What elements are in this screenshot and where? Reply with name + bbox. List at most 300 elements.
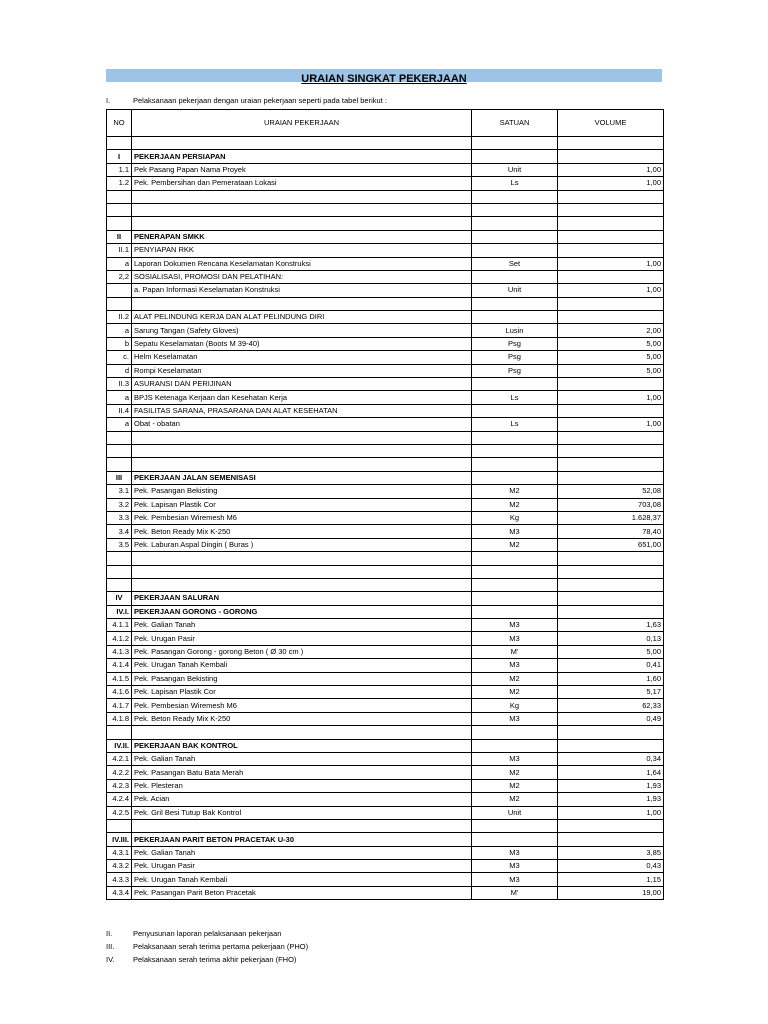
row-volume: 1,00 xyxy=(558,257,664,270)
row-satuan: M3 xyxy=(472,873,558,886)
row-no: 4.3.1 xyxy=(107,846,132,859)
table-row xyxy=(107,391,664,404)
row-volume: 78,40 xyxy=(558,525,664,538)
row-satuan: Unit xyxy=(472,163,558,176)
row-no: a xyxy=(107,324,132,337)
row-no: 4.1.3 xyxy=(107,645,132,658)
row-volume: 1,60 xyxy=(558,672,664,685)
row-satuan: M3 xyxy=(472,659,558,672)
table-row xyxy=(107,203,664,216)
table-row xyxy=(107,418,664,431)
table-row xyxy=(107,632,664,645)
row-no: I xyxy=(107,150,132,163)
row-no xyxy=(107,190,132,203)
row-uraian xyxy=(132,819,472,832)
row-no: b xyxy=(107,337,132,350)
row-volume: 1,64 xyxy=(558,766,664,779)
row-satuan: Kg xyxy=(472,699,558,712)
row-uraian: Pek. Beton Ready Mix K-250 xyxy=(132,525,472,538)
row-no: 4.2.2 xyxy=(107,766,132,779)
row-uraian: Pek. Pembesian Wiremesh M6 xyxy=(132,511,472,524)
row-no: 4.1.7 xyxy=(107,699,132,712)
row-uraian: Pek. Urugan Pasir xyxy=(132,860,472,873)
row-volume xyxy=(558,739,664,752)
table-row xyxy=(107,565,664,578)
row-volume: 0,49 xyxy=(558,712,664,725)
row-uraian: Pek Pasang Papan Nama Proyek xyxy=(132,163,472,176)
row-volume: 52,08 xyxy=(558,485,664,498)
row-uraian: ASURANSI DAN PERIJINAN xyxy=(132,378,472,391)
row-uraian: PENERAPAN SMKK xyxy=(132,230,472,243)
row-uraian: PEKERJAAN PERSIAPAN xyxy=(132,150,472,163)
row-satuan: M2 xyxy=(472,498,558,511)
table-row xyxy=(107,337,664,350)
row-volume: 1.628,37 xyxy=(558,511,664,524)
footer-text: Penyusunan laporan pelaksanaan pekerjaan xyxy=(133,929,282,938)
table-row xyxy=(107,619,664,632)
intro-text: Pelaksanaan pekerjaan dengan uraian pekerjaan seperti pada tabel berikut : xyxy=(133,96,387,105)
row-uraian: Pek. Galian Tanah xyxy=(132,846,472,859)
row-no: 2,2 xyxy=(107,270,132,283)
row-no xyxy=(107,203,132,216)
table-row xyxy=(107,552,664,565)
table-row xyxy=(107,431,664,444)
row-uraian: Pek. Urugan Pasir xyxy=(132,632,472,645)
table-row xyxy=(107,686,664,699)
table-row xyxy=(107,699,664,712)
row-volume: 1,93 xyxy=(558,779,664,792)
row-satuan: M3 xyxy=(472,525,558,538)
row-satuan xyxy=(472,833,558,846)
row-satuan: Unit xyxy=(472,806,558,819)
table-row xyxy=(107,511,664,524)
table-row xyxy=(107,163,664,176)
row-satuan xyxy=(472,203,558,216)
row-no: 4.3.2 xyxy=(107,860,132,873)
row-volume: 5,00 xyxy=(558,351,664,364)
row-satuan xyxy=(472,217,558,230)
row-uraian: BPJS Ketenaga Kerjaan dan Kesehatan Kerja xyxy=(132,391,472,404)
table-row xyxy=(107,605,664,618)
row-satuan: Psg xyxy=(472,351,558,364)
table-row xyxy=(107,284,664,297)
table-row xyxy=(107,485,664,498)
table-row xyxy=(107,886,664,899)
row-no xyxy=(107,552,132,565)
row-satuan xyxy=(472,378,558,391)
row-volume xyxy=(558,244,664,257)
table-row xyxy=(107,578,664,591)
table-row xyxy=(107,458,664,471)
row-no xyxy=(107,284,132,297)
row-satuan xyxy=(472,230,558,243)
row-volume xyxy=(558,203,664,216)
row-satuan: M3 xyxy=(472,752,558,765)
row-uraian: Helm Keselamatan xyxy=(132,351,472,364)
row-satuan: M2 xyxy=(472,538,558,551)
table-row xyxy=(107,364,664,377)
row-no: a xyxy=(107,391,132,404)
row-uraian: SOSIALISASI, PROMOSI DAN PELATIHAN: xyxy=(132,270,472,283)
row-volume: 2,00 xyxy=(558,324,664,337)
row-volume: 1,15 xyxy=(558,873,664,886)
table-row xyxy=(107,659,664,672)
row-uraian: Pek. Pasangan Gorong - gorong Beton ( Ø 30 cm ) xyxy=(132,645,472,658)
row-satuan xyxy=(472,471,558,484)
row-satuan: M2 xyxy=(472,672,558,685)
row-satuan xyxy=(472,565,558,578)
row-no: 4.1.5 xyxy=(107,672,132,685)
row-satuan: M3 xyxy=(472,619,558,632)
table-row xyxy=(107,806,664,819)
row-no: 4.2.1 xyxy=(107,752,132,765)
footer-number: III. xyxy=(106,942,115,951)
row-volume xyxy=(558,578,664,591)
row-volume xyxy=(558,444,664,457)
row-volume xyxy=(558,726,664,739)
table-row xyxy=(107,860,664,873)
row-satuan: M3 xyxy=(472,846,558,859)
row-no: 1.1 xyxy=(107,163,132,176)
row-satuan xyxy=(472,137,558,150)
row-no: 4.1.8 xyxy=(107,712,132,725)
row-satuan xyxy=(472,244,558,257)
row-uraian: Obat - obatan xyxy=(132,418,472,431)
row-no: 4.1.6 xyxy=(107,686,132,699)
row-no: II.2 xyxy=(107,311,132,324)
row-volume: 62,33 xyxy=(558,699,664,712)
row-uraian: Sarung Tangan (Safety Gloves) xyxy=(132,324,472,337)
row-no xyxy=(107,217,132,230)
row-volume: 0,13 xyxy=(558,632,664,645)
row-uraian: Pek. Pasangan Parit Beton Pracetak xyxy=(132,886,472,899)
row-volume xyxy=(558,230,664,243)
row-uraian: Pek. Gril Besi Tutup Bak Kontrol xyxy=(132,806,472,819)
row-satuan: M2 xyxy=(472,766,558,779)
row-satuan: Ls xyxy=(472,418,558,431)
row-no: 3.4 xyxy=(107,525,132,538)
row-uraian: ALAT PELINDUNG KERJA DAN ALAT PELINDUNG DIRI xyxy=(132,311,472,324)
row-no xyxy=(107,726,132,739)
row-volume: 3,85 xyxy=(558,846,664,859)
row-uraian xyxy=(132,137,472,150)
row-uraian: Pek. Laburan Aspal Dingin ( Buras ) xyxy=(132,538,472,551)
row-no: II.1 xyxy=(107,244,132,257)
table-row xyxy=(107,873,664,886)
row-uraian: Sepatu Keselamatan (Boots M 39-40) xyxy=(132,337,472,350)
row-satuan xyxy=(472,297,558,310)
row-no: 4.3.3 xyxy=(107,873,132,886)
table-row xyxy=(107,592,664,605)
row-no: IV.I. xyxy=(107,605,132,618)
row-volume: 19,00 xyxy=(558,886,664,899)
table-row xyxy=(107,137,664,150)
table-row xyxy=(107,270,664,283)
row-uraian: Rompi Keselamatan xyxy=(132,364,472,377)
row-satuan xyxy=(472,819,558,832)
row-no xyxy=(107,458,132,471)
row-uraian xyxy=(132,726,472,739)
row-volume xyxy=(558,565,664,578)
row-uraian: Pek. Pasangan Batu Bata Merah xyxy=(132,766,472,779)
table-row xyxy=(107,230,664,243)
row-no: III xyxy=(107,471,132,484)
row-volume: 651,00 xyxy=(558,538,664,551)
row-uraian: Pek. Plesteran xyxy=(132,779,472,792)
row-volume xyxy=(558,458,664,471)
row-uraian: PEKERJAAN SALURAN xyxy=(132,592,472,605)
row-uraian: PEKERJAAN JALAN SEMENISASI xyxy=(132,471,472,484)
row-no: IV.II. xyxy=(107,739,132,752)
table-row xyxy=(107,846,664,859)
row-no: 4.1.4 xyxy=(107,659,132,672)
table-row xyxy=(107,739,664,752)
row-volume xyxy=(558,150,664,163)
table-row xyxy=(107,726,664,739)
row-no: IV.III. xyxy=(107,833,132,846)
row-uraian xyxy=(132,565,472,578)
row-no: 4.2.4 xyxy=(107,793,132,806)
table-row xyxy=(107,378,664,391)
table-row xyxy=(107,525,664,538)
row-uraian: FASILITAS SARANA, PRASARANA DAN ALAT KESEHATAN xyxy=(132,404,472,417)
table-row xyxy=(107,324,664,337)
row-satuan xyxy=(472,592,558,605)
row-volume: 1,00 xyxy=(558,177,664,190)
table-row xyxy=(107,177,664,190)
table-row xyxy=(107,190,664,203)
row-uraian: Pek. Pasangan Bekisting xyxy=(132,672,472,685)
table-row xyxy=(107,311,664,324)
row-no xyxy=(107,444,132,457)
row-volume: 0,34 xyxy=(558,752,664,765)
row-satuan: Lusin xyxy=(472,324,558,337)
row-satuan xyxy=(472,270,558,283)
row-uraian: Pek. Pembesian Wiremesh M6 xyxy=(132,699,472,712)
row-uraian xyxy=(132,190,472,203)
row-volume: 1,00 xyxy=(558,163,664,176)
row-uraian: Pek. Acian xyxy=(132,793,472,806)
header-no: NO xyxy=(107,110,132,137)
row-volume: 0,41 xyxy=(558,659,664,672)
row-satuan xyxy=(472,431,558,444)
footer-text: Pelaksanaan serah terima pertama pekerjaan (PHO) xyxy=(133,942,309,951)
footer-text: Pelaksanaan serah terima akhir pekerjaan (FHO) xyxy=(133,955,297,964)
row-satuan xyxy=(472,739,558,752)
intro-number: I. xyxy=(106,96,111,105)
title-bar xyxy=(106,69,662,85)
row-no: IV xyxy=(107,592,132,605)
table-row xyxy=(107,297,664,310)
table-header xyxy=(107,110,664,137)
row-uraian xyxy=(132,458,472,471)
table-row xyxy=(107,766,664,779)
row-volume: 1,93 xyxy=(558,793,664,806)
table-row xyxy=(107,793,664,806)
row-no: a xyxy=(107,257,132,270)
row-satuan: Kg xyxy=(472,511,558,524)
table-row xyxy=(107,752,664,765)
row-no xyxy=(107,565,132,578)
table-row xyxy=(107,444,664,457)
table-row xyxy=(107,819,664,832)
row-volume: 5,00 xyxy=(558,337,664,350)
table-row xyxy=(107,645,664,658)
row-no: 3.2 xyxy=(107,498,132,511)
row-no xyxy=(107,578,132,591)
row-satuan xyxy=(472,605,558,618)
row-volume: 1,63 xyxy=(558,619,664,632)
row-no: II.3 xyxy=(107,378,132,391)
row-no: 4.2.5 xyxy=(107,806,132,819)
table-row xyxy=(107,257,664,270)
row-satuan: M' xyxy=(472,886,558,899)
row-no: 1.2 xyxy=(107,177,132,190)
row-satuan: M' xyxy=(472,645,558,658)
row-uraian: PENYIAPAN RKK xyxy=(132,244,472,257)
row-volume: 1,00 xyxy=(558,806,664,819)
footer-number: IV. xyxy=(106,955,115,964)
row-satuan: Ls xyxy=(472,391,558,404)
table-row xyxy=(107,471,664,484)
row-satuan xyxy=(472,404,558,417)
row-uraian: Pek. Pembersihan dan Pemerataan Lokasi xyxy=(132,177,472,190)
row-uraian: PEKERJAAN PARIT BETON PRACETAK U-30 xyxy=(132,833,472,846)
row-volume xyxy=(558,431,664,444)
row-satuan xyxy=(472,552,558,565)
row-satuan: Ls xyxy=(472,177,558,190)
row-no: 3.5 xyxy=(107,538,132,551)
row-no: 3.1 xyxy=(107,485,132,498)
row-satuan xyxy=(472,150,558,163)
row-volume xyxy=(558,605,664,618)
header-satuan: SATUAN xyxy=(472,110,558,137)
row-volume xyxy=(558,404,664,417)
row-uraian: Pek. Beton Ready Mix K-250 xyxy=(132,712,472,725)
row-uraian: Pek. Galian Tanah xyxy=(132,619,472,632)
row-satuan: M3 xyxy=(472,632,558,645)
table-row xyxy=(107,779,664,792)
row-volume: 5,00 xyxy=(558,645,664,658)
row-no xyxy=(107,137,132,150)
row-no: II.4 xyxy=(107,404,132,417)
row-volume: 703,08 xyxy=(558,498,664,511)
row-uraian: Laporan Dokumen Rencana Keselamatan Konstruksi xyxy=(132,257,472,270)
row-volume: 1,00 xyxy=(558,391,664,404)
row-satuan: M3 xyxy=(472,712,558,725)
row-no xyxy=(107,431,132,444)
row-no xyxy=(107,297,132,310)
row-uraian xyxy=(132,431,472,444)
table-row xyxy=(107,538,664,551)
table-row xyxy=(107,244,664,257)
row-volume xyxy=(558,190,664,203)
row-no: 4.1.1 xyxy=(107,619,132,632)
row-uraian xyxy=(132,217,472,230)
row-uraian: Pek. Pasangan Bekisting xyxy=(132,485,472,498)
table-body xyxy=(107,137,664,900)
row-volume: 5,00 xyxy=(558,364,664,377)
row-satuan: Unit xyxy=(472,284,558,297)
row-uraian xyxy=(132,444,472,457)
row-volume xyxy=(558,471,664,484)
header-volume: VOLUME xyxy=(558,110,664,137)
row-uraian xyxy=(132,203,472,216)
row-no: II xyxy=(107,230,132,243)
row-satuan xyxy=(472,726,558,739)
row-satuan xyxy=(472,458,558,471)
row-volume xyxy=(558,137,664,150)
page-title: URAIAN SINGKAT PEKERJAAN xyxy=(301,73,467,85)
row-satuan: Set xyxy=(472,257,558,270)
row-volume xyxy=(558,297,664,310)
table-row xyxy=(107,498,664,511)
table-row xyxy=(107,351,664,364)
row-satuan: M2 xyxy=(472,779,558,792)
row-satuan: M2 xyxy=(472,686,558,699)
table-row xyxy=(107,150,664,163)
row-volume xyxy=(558,819,664,832)
row-volume xyxy=(558,592,664,605)
row-no: 4.2.3 xyxy=(107,779,132,792)
table-row xyxy=(107,833,664,846)
table-row xyxy=(107,217,664,230)
row-uraian: PEKERJAAN GORONG - GORONG xyxy=(132,605,472,618)
row-no: 4.1.2 xyxy=(107,632,132,645)
row-volume xyxy=(558,270,664,283)
row-satuan: M2 xyxy=(472,485,558,498)
row-uraian: Pek. Urugan Tanah Kembali xyxy=(132,873,472,886)
row-uraian: Pek. Lapisan Plastik Cor xyxy=(132,686,472,699)
row-no: 4.3.4 xyxy=(107,886,132,899)
row-volume xyxy=(558,833,664,846)
row-uraian xyxy=(132,552,472,565)
row-uraian xyxy=(132,297,472,310)
row-uraian: Pek. Galian Tanah xyxy=(132,752,472,765)
row-no: 3.3 xyxy=(107,511,132,524)
row-no xyxy=(107,819,132,832)
row-satuan xyxy=(472,190,558,203)
row-no: d xyxy=(107,364,132,377)
row-satuan xyxy=(472,578,558,591)
work-table xyxy=(106,109,664,900)
row-volume xyxy=(558,378,664,391)
row-no: c. xyxy=(107,351,132,364)
table-row xyxy=(107,672,664,685)
table-row xyxy=(107,404,664,417)
row-uraian: Pek. Urugan Tanah Kembali xyxy=(132,659,472,672)
row-volume xyxy=(558,552,664,565)
row-satuan: M2 xyxy=(472,793,558,806)
row-uraian: a. Papan Informasi Keselamatan Konstruksi xyxy=(132,284,472,297)
row-uraian: Pek. Lapisan Plastik Cor xyxy=(132,498,472,511)
table-row xyxy=(107,712,664,725)
row-no: a xyxy=(107,418,132,431)
row-satuan xyxy=(472,444,558,457)
row-satuan: M3 xyxy=(472,860,558,873)
row-uraian: PEKERJAAN BAK KONTROL xyxy=(132,739,472,752)
row-volume: 1,00 xyxy=(558,284,664,297)
row-volume: 1,00 xyxy=(558,418,664,431)
row-satuan xyxy=(472,311,558,324)
row-uraian xyxy=(132,578,472,591)
row-satuan: Psg xyxy=(472,364,558,377)
row-volume: 0,43 xyxy=(558,860,664,873)
row-volume xyxy=(558,217,664,230)
row-satuan: Psg xyxy=(472,337,558,350)
footer-number: II. xyxy=(106,929,113,938)
header-uraian: URAIAN PEKERJAAN xyxy=(132,110,472,137)
